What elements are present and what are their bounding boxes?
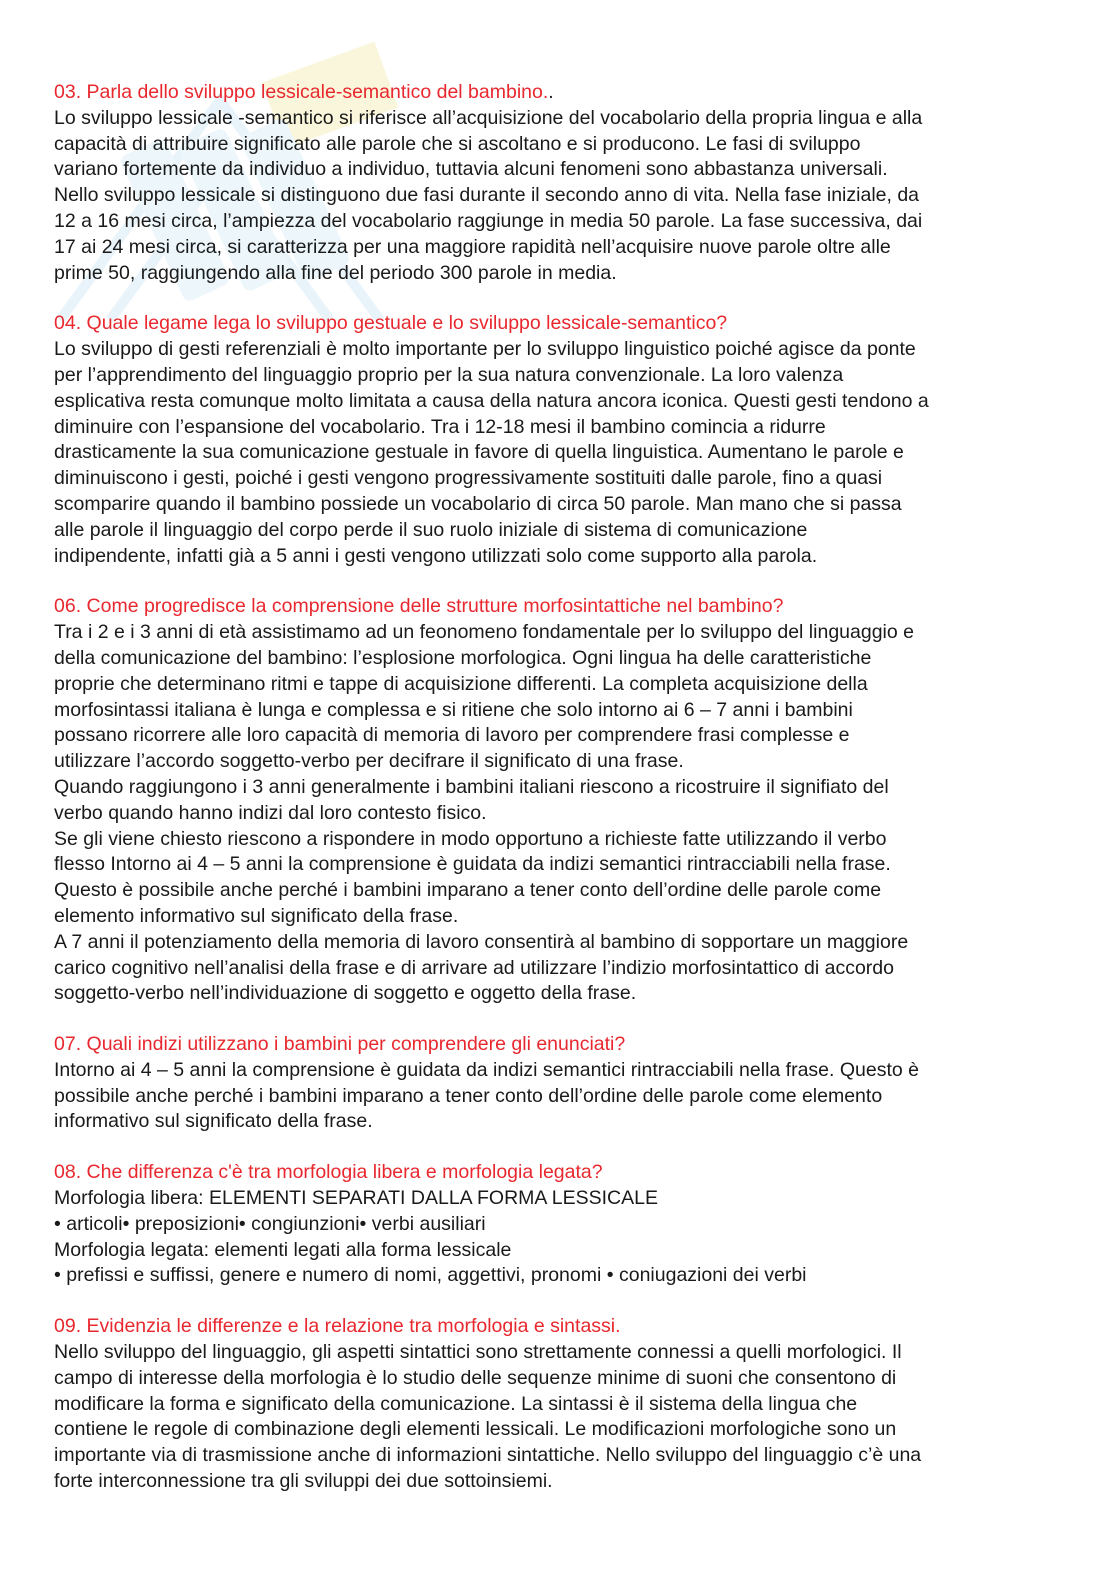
answer-line: Nello sviluppo lessicale si distinguono due fasi durante il secondo anno di vita. Nella fase iniziale, da — [54, 184, 920, 207]
answer-line: variano fortemente da individuo a individuo, tuttavia alcuni fenomeni sono abbastanza universali. — [54, 158, 888, 181]
answer-line: modificare la forma e significato della comunicazione. La sintassi è il sistema della lingua che — [54, 1392, 858, 1415]
answer-line: diminuiscono i gesti, poiché i gesti vengono progressivamente sostituiti dalle parole, fino a quasi — [54, 467, 883, 490]
answer-line: Lo sviluppo lessicale -semantico si riferisce all’acquisizione del vocabolario della propria lingua e alla — [54, 106, 923, 129]
answer-line: diminuire con l’espansione del vocabolario. Tra i 12-18 mesi il bambino comincia a ridurre — [54, 415, 826, 438]
answer-line: drasticamente la sua comunicazione gestuale in favore di quella linguistica. Aumentano le parole e — [54, 441, 904, 464]
question-heading: 07. Quali indizi utilizzano i bambini per comprendere gli enunciati? — [54, 1033, 626, 1056]
answer-line: Nello sviluppo del linguaggio, gli aspetti sintattici sono strettamente connessi a quelli morfologici. Il — [54, 1341, 902, 1364]
answer-line: 17 ai 24 mesi circa, si caratterizza per una maggiore rapidità nell’acquisire nuove parole oltre alle — [54, 235, 891, 258]
answer-line: capacità di attribuire significato alle parole che si ascoltano e si producono. Le fasi di sviluppo — [54, 132, 861, 155]
qa-section — [54, 594, 1066, 1007]
document-page — [54, 80, 1066, 1520]
answer-line: forte interconnessione tra gli sviluppi dei due sottoinsiemi. — [54, 1470, 553, 1493]
answer-line: Tra i 2 e i 3 anni di età assistimamo ad un feonomeno fondamentale per lo sviluppo del linguaggio e — [54, 621, 914, 644]
answer-line: contiene le regole di combinazione degli elementi lessicali. Le modificazioni morfologiche sono un — [54, 1418, 897, 1441]
answer-line: flesso Intorno ai 4 – 5 anni la comprensione è guidata da indizi semantici rintracciabili nella frase. — [54, 853, 891, 876]
answer-line: informativo sul significato della frase. — [54, 1110, 373, 1133]
answer-line: scomparire quando il bambino possiede un vocabolario di circa 50 parole. Man mano che si passa — [54, 492, 902, 515]
qa-section — [54, 311, 1066, 569]
answer-line: per l’apprendimento del linguaggio proprio per la sua natura convenzionale. La loro valenza — [54, 363, 844, 386]
answer-line: carico cognitivo nell’analisi della frase e di arrivare ad utilizzare l’indizio morfosintattico di accordo — [54, 956, 894, 979]
answer-line: indipendente, infatti già a 5 anni i gesti vengono utilizzati solo come supporto alla parola. — [54, 544, 818, 567]
answer-line: possibile anche perché i bambini imparano a tener conto dell’ordine delle parole come elemento — [54, 1084, 883, 1107]
answer-line: morfosintassi italiana è lunga e complessa e si ritiene che solo intorno ai 6 – 7 anni i bambini — [54, 698, 853, 721]
answer-line: proprie che determinano ritmi e tappe di acquisizione differenti. La completa acquisizione della — [54, 672, 868, 695]
qa-section — [54, 1032, 1066, 1135]
answer-line: Se gli viene chiesto riescono a rispondere in modo opportuno a richieste fatte utilizzando il verbo — [54, 827, 887, 850]
qa-section — [54, 1160, 1066, 1289]
answer-line: soggetto-verbo nell’individuazione di soggetto e oggetto della frase. — [54, 982, 637, 1005]
answer-line: 12 a 16 mesi circa, l’ampiezza del vocabolario raggiunge in media 50 parole. La fase successiva, dai — [54, 209, 923, 232]
answer-line: Lo sviluppo di gesti referenziali è molto importante per lo sviluppo linguistico poiché agisce da ponte — [54, 338, 916, 361]
answer-line: A 7 anni il potenziamento della memoria di lavoro consentirà al bambino di sopportare un maggiore — [54, 930, 909, 953]
answer-line: della comunicazione del bambino: l’esplosione morfologica. Ogni lingua ha delle caratteristiche — [54, 646, 872, 669]
question-heading: 03. Parla dello sviluppo lessicale-semantico del bambino.. — [54, 81, 554, 103]
answer-line: alle parole il linguaggio del corpo perde il suo ruolo iniziale di sistema di comunicazione — [54, 518, 808, 541]
answer-line: verbo quando hanno indizi dal loro contesto fisico. — [54, 801, 487, 824]
answer-line: • articoli• preposizioni• congiunzioni• verbi ausiliari — [54, 1212, 486, 1235]
answer-line: Morfologia libera: ELEMENTI SEPARATI DALLA FORMA LESSICALE — [54, 1187, 658, 1210]
answer-line: Morfologia legata: elementi legati alla forma lessicale — [54, 1238, 512, 1261]
qa-section — [54, 1314, 1066, 1495]
answer-line: importante via di trasmissione anche di informazioni sintattiche. Nello sviluppo del linguaggio c’è una — [54, 1444, 922, 1467]
answer-line: Quando raggiungono i 3 anni generalmente i bambini italiani riescono a ricostruire il signifiato del — [54, 775, 889, 798]
answer-line: possano ricorrere alle loro capacità di memoria di lavoro per comprendere frasi complesse e — [54, 724, 850, 747]
answer-line: elemento informativo sul significato della frase. — [54, 904, 459, 927]
answer-line: prime 50, raggiungendo alla fine del periodo 300 parole in media. — [54, 261, 617, 284]
answer-line: utilizzare l’accordo soggetto-verbo per decifrare il significato di una frase. — [54, 750, 684, 773]
answer-line: Questo è possibile anche perché i bambini imparano a tener conto dell’ordine delle parole come — [54, 879, 882, 902]
heading-trailing-period: . — [548, 81, 554, 103]
qa-section — [54, 80, 1066, 286]
answer-line: campo di interesse della morfologia è lo studio delle sequenze minime di suoni che consentono di — [54, 1366, 897, 1389]
question-heading: 04. Quale legame lega lo sviluppo gestuale e lo sviluppo lessicale-semantico? — [54, 312, 728, 335]
answer-line: • prefissi e suffissi, genere e numero di nomi, aggettivi, pronomi • coniugazioni dei verbi — [54, 1264, 807, 1287]
answer-line: Intorno ai 4 – 5 anni la comprensione è guidata da indizi semantici rintracciabili nella frase. Questo è — [54, 1058, 919, 1081]
answer-line: esplicativa resta comunque molto limitata a causa della natura ancora iconica. Questi gesti tendono a — [54, 389, 929, 412]
question-heading: 06. Come progredisce la comprensione delle strutture morfosintattiche nel bambino? — [54, 595, 784, 618]
question-heading: 08. Che differenza c'è tra morfologia libera e morfologia legata? — [54, 1161, 603, 1184]
question-heading: 09. Evidenzia le differenze e la relazione tra morfologia e sintassi. — [54, 1315, 621, 1338]
